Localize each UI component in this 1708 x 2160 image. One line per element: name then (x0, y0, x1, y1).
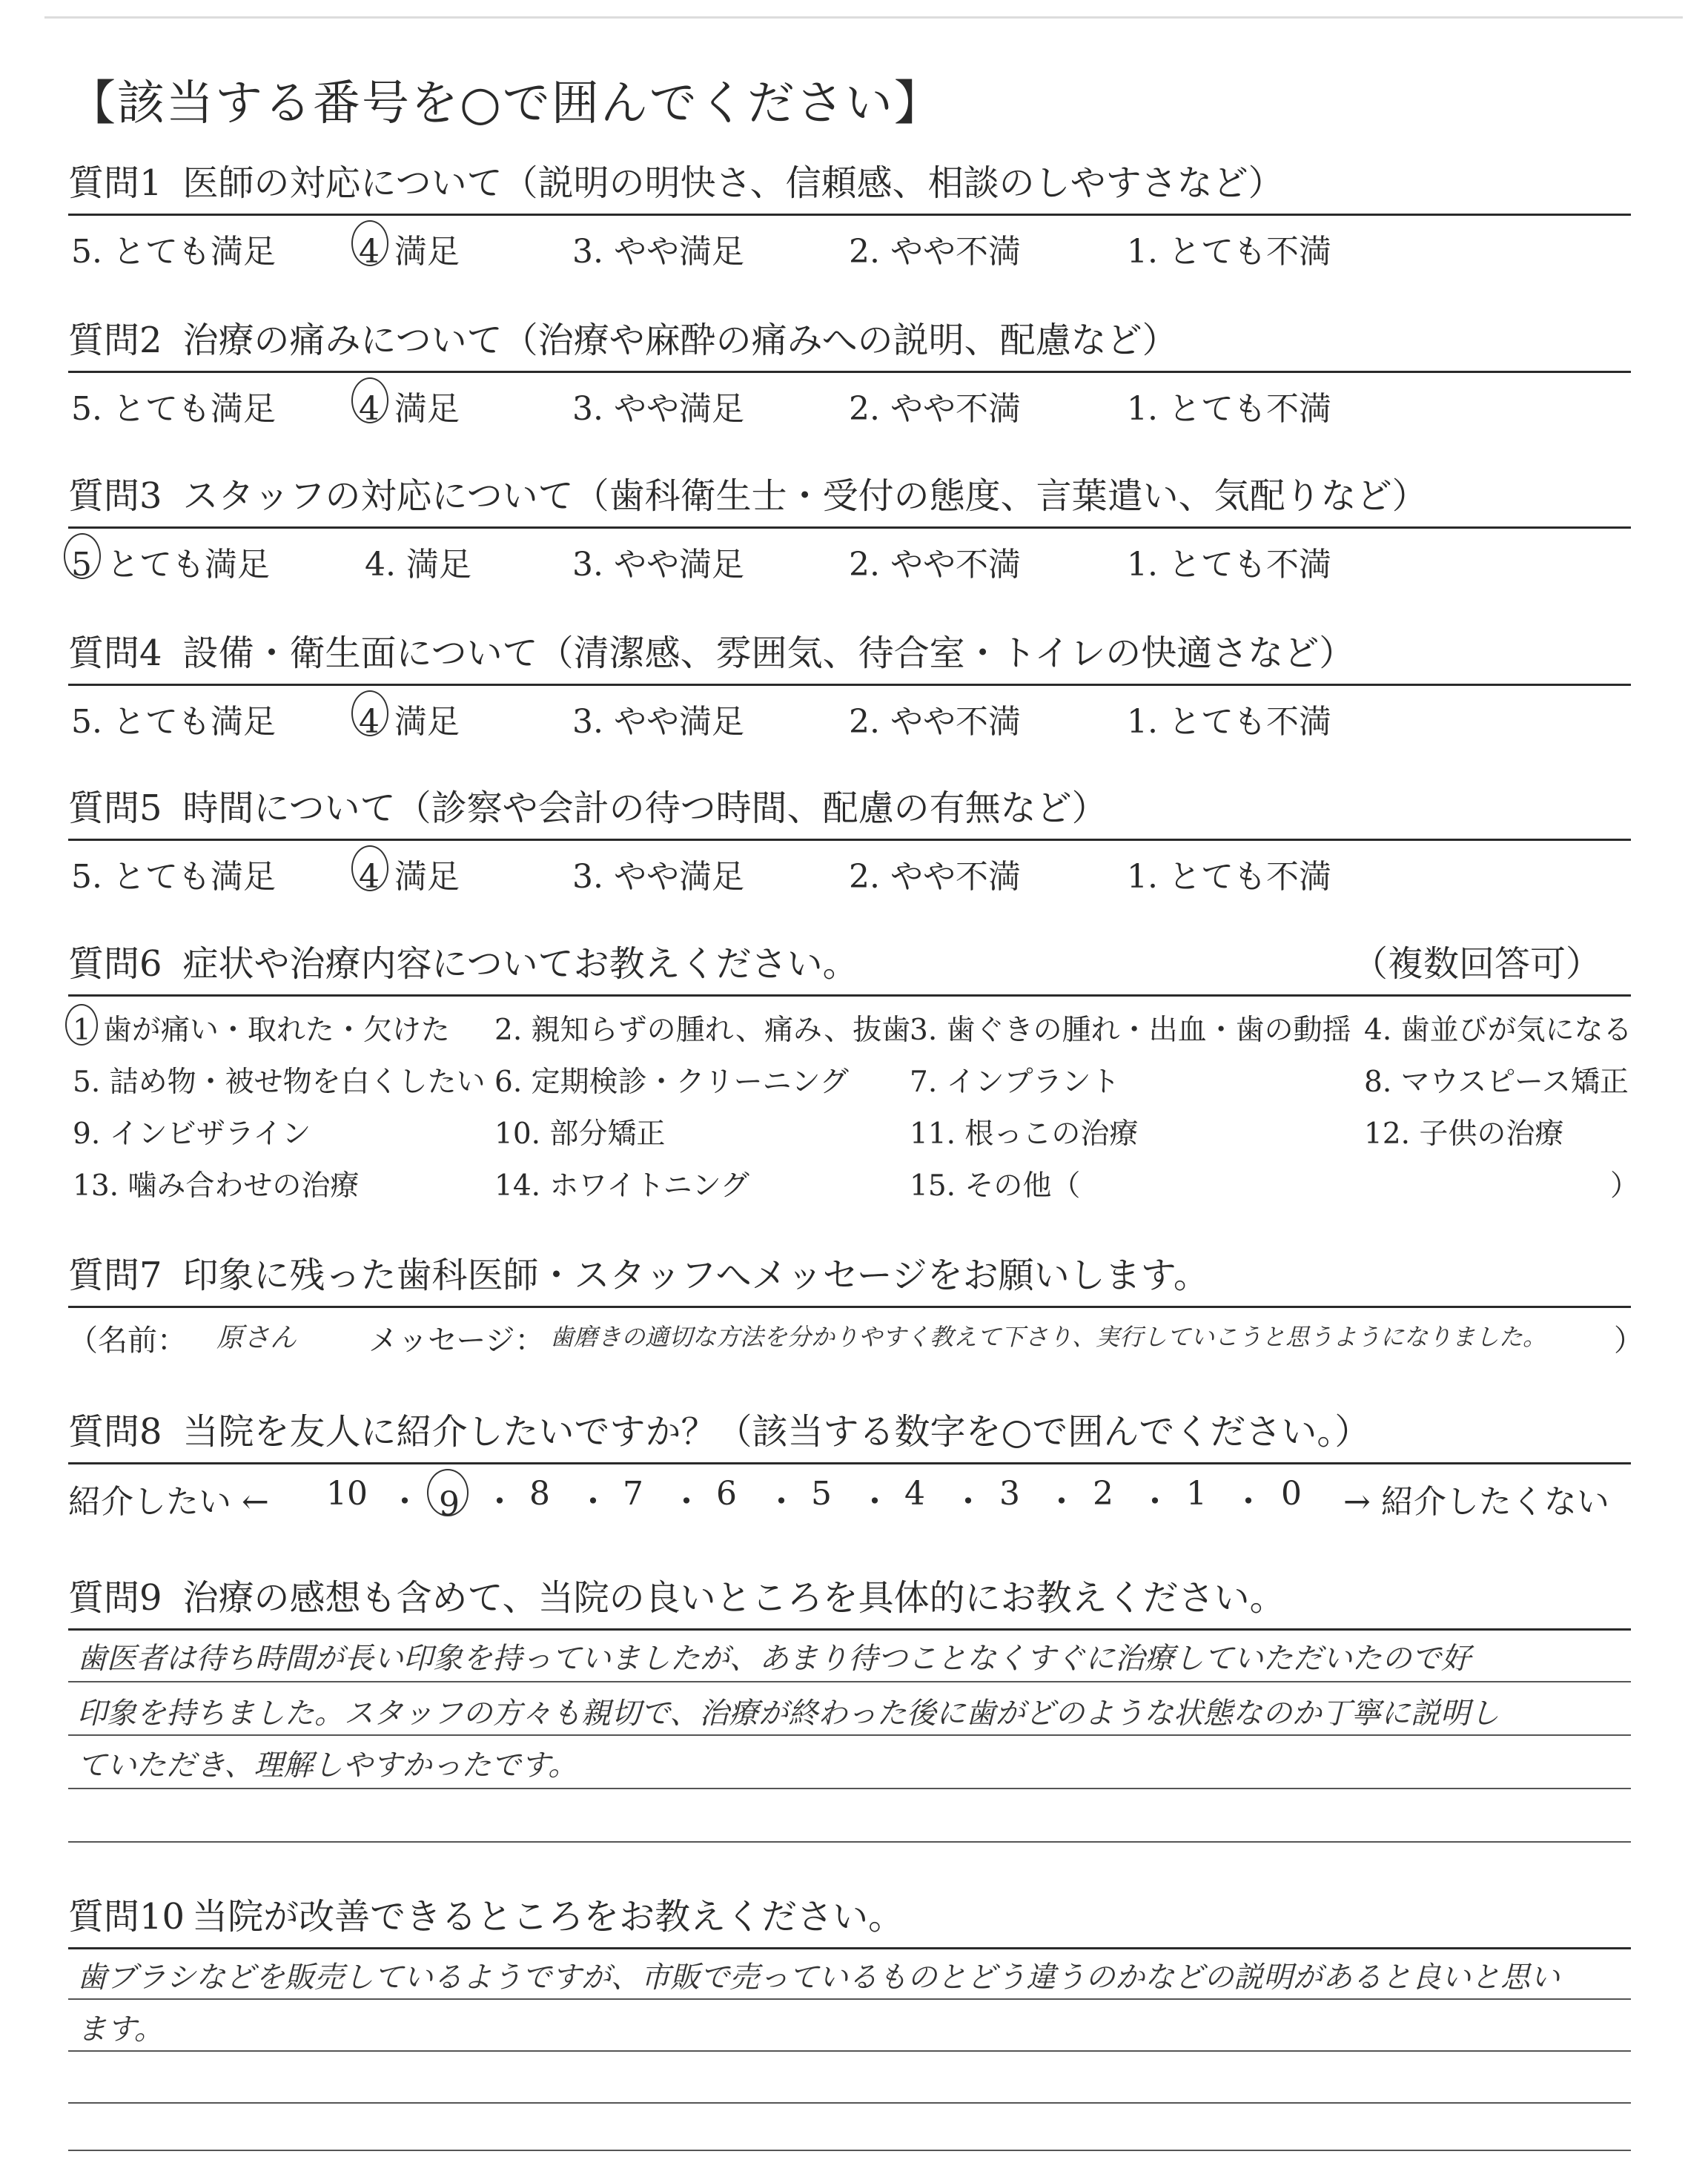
symptom-item-2[interactable]: 2. 親知らずの腫れ、痛み、抜歯 (494, 1014, 911, 1047)
option-3[interactable]: 3. やや満足 (572, 390, 744, 428)
question-text: 治療の感想も含めて、当院の良いところを具体的にお教えください。 (182, 1577, 1285, 1619)
symptom-item-12[interactable]: 12. 子供の治療 (1364, 1117, 1564, 1151)
ruled-line (68, 1841, 1631, 1843)
option-1[interactable]: 1. とても不満 (1127, 233, 1331, 271)
symptom-item-7[interactable]: 7. インプラント (910, 1066, 1120, 1099)
ruled-line (68, 2050, 1631, 2052)
option-2[interactable]: 2. やや不満 (849, 858, 1021, 896)
scale-dot: ・ (952, 1483, 984, 1521)
scale-dot: ・ (1045, 1483, 1078, 1521)
message-label: メッセージ： (368, 1324, 545, 1358)
question-number: 質問1 (68, 162, 162, 204)
question-5 (68, 782, 1631, 896)
scale-dot: ・ (1232, 1483, 1265, 1521)
message-line (68, 1308, 1644, 1358)
scale-number-7[interactable]: 7 (623, 1475, 643, 1513)
scale-number-2[interactable]: 2 (1093, 1475, 1113, 1513)
symptom-item-5[interactable]: 5. 詰め物・被せ物を白くしたい (73, 1066, 486, 1099)
question-number: 質問2 (68, 320, 162, 361)
question-9 (68, 1572, 1631, 1875)
symptom-item-11[interactable]: 11. 根っこの治療 (910, 1117, 1139, 1151)
option-5[interactable]: 5. とても満足 (71, 703, 276, 741)
message-value: 歯磨きの適切な方法を分かりやすく教えて下さり、実行していこうと思うようになりました。 (550, 1323, 1547, 1351)
option-1[interactable]: 1. とても不満 (1127, 703, 1331, 741)
question-text: 症状や治療内容についてお教えください。 (182, 943, 858, 985)
question-number: 質問4 (68, 633, 162, 674)
question-3 (68, 470, 1631, 584)
scale-dot: ・ (483, 1483, 516, 1521)
scale-number-8[interactable]: 8 (529, 1475, 550, 1513)
question-1 (68, 157, 1631, 271)
answer-line-1: 歯ブラシなどを販売しているようですが、市販で売っているものとどう違うのかなどの説明があると良いと思い (77, 1961, 1560, 1995)
scale-dot: ・ (858, 1483, 891, 1521)
question-7 (68, 1249, 1644, 1358)
scale-number-5[interactable]: 5 (811, 1475, 832, 1513)
ruled-line (68, 1788, 1631, 1789)
question-text: 治療の痛みについて（治療や麻酔の痛みへの説明、配慮など） (182, 320, 1178, 361)
question-text: 設備・衛生面について（清潔感、雰囲気、待合室・トイレの快適さなど） (182, 633, 1355, 674)
ruled-line (68, 1734, 1631, 1736)
ruled-line (68, 2150, 1631, 2151)
question-text: 時間について（診察や会計の待つ時間、配慮の有無など） (182, 787, 1108, 829)
question-2 (68, 314, 1631, 428)
question-text: 印象に残った歯科医師・スタッフへメッセージをお願いします。 (182, 1255, 1209, 1296)
symptom-item-9[interactable]: 9. インビザライン (73, 1117, 311, 1151)
top-border (44, 16, 1683, 19)
symptom-item-14[interactable]: 14. ホワイトニング (494, 1169, 749, 1203)
symptom-item-3[interactable]: 3. 歯ぐきの腫れ・出血・歯の動揺 (910, 1014, 1351, 1047)
scale-number-6[interactable]: 6 (716, 1475, 737, 1513)
option-2[interactable]: 2. やや不満 (849, 233, 1021, 271)
scale-dot: ・ (577, 1483, 609, 1521)
selection-circle (64, 533, 101, 579)
question-6 (68, 938, 1640, 1219)
scale-number-1[interactable]: 1 (1186, 1475, 1207, 1513)
ruled-line (68, 1681, 1631, 1682)
scale-dot: ・ (388, 1483, 421, 1521)
symptom-item-4[interactable]: 4. 歯並びが気になる (1364, 1014, 1632, 1047)
ruled-line (68, 2102, 1631, 2104)
option-4-selected[interactable]: 4 満足 (359, 695, 460, 742)
answer-area (68, 1631, 1631, 1875)
question-number: 質問9 (68, 1577, 162, 1619)
option-2[interactable]: 2. やや不満 (849, 390, 1021, 428)
question-number: 質問5 (68, 787, 162, 829)
question-text: スタッフの対応について（歯科衛生士・受付の態度、言葉遣い、気配りなど） (182, 475, 1428, 517)
question-number: 質問7 (68, 1255, 162, 1296)
scale-dot: ・ (765, 1483, 798, 1521)
question-number: 質問6 (68, 943, 162, 985)
symptom-item-10[interactable]: 10. 部分矯正 (494, 1117, 666, 1151)
scale-number-0[interactable]: 0 (1281, 1475, 1302, 1513)
name-label: （名前： (68, 1324, 187, 1358)
option-2[interactable]: 2. やや不満 (849, 546, 1021, 584)
selection-circle (351, 220, 388, 266)
option-3[interactable]: 3. やや満足 (572, 233, 744, 271)
symptom-item-6[interactable]: 6. 定期検診・クリーニング (494, 1066, 849, 1099)
option-4-selected[interactable]: 4 満足 (359, 850, 460, 897)
selection-circle (351, 690, 388, 736)
symptom-item-13[interactable]: 13. 噛み合わせの治療 (73, 1169, 360, 1203)
option-4-selected[interactable]: 4 満足 (359, 382, 460, 429)
answer-line-2: 印象を持ちました。スタッフの方々も親切で、治療が終わった後に歯がどのような状態なのか丁寧に説明し (77, 1697, 1500, 1731)
question-number: 質問10 (68, 1896, 185, 1938)
option-3[interactable]: 3. やや満足 (572, 703, 744, 741)
option-1[interactable]: 1. とても不満 (1127, 546, 1331, 584)
scale-dot: ・ (670, 1483, 703, 1521)
option-4-selected[interactable]: 4 満足 (359, 225, 460, 272)
selection-circle (65, 1004, 98, 1046)
answer-line-2: ます。 (77, 2012, 164, 2047)
question-text: 医師の対応について（説明の明快さ、信頼感、相談のしやすさなど） (182, 162, 1284, 204)
name-value: 原さん (216, 1323, 297, 1353)
recommend-scale: 紹介したい ← 10 ・ 9 ・ 8 ・ 7 ・ 6 ・ 5 ・ 4 ・ 3 ・ 2 ・ 1 ・ 0 → 紹介したくない (68, 1464, 1631, 1516)
question-4 (68, 627, 1631, 741)
scale-number-4[interactable]: 4 (904, 1475, 925, 1513)
question-8 (68, 1406, 1631, 1523)
option-5[interactable]: 5. とても満足 (71, 390, 276, 428)
question-number: 質問8 (68, 1411, 162, 1453)
option-2[interactable]: 2. やや不満 (849, 703, 1021, 741)
other-close-paren: ） (1610, 1169, 1640, 1203)
symptom-item-1-selected[interactable]: 1 歯が痛い・取れた・欠けた (73, 1007, 450, 1048)
answer-area (68, 1949, 1631, 2157)
answer-line-3: ていただき、理解しやすかったです。 (77, 1748, 578, 1783)
multi-answer-note: （複数回答可） (1351, 943, 1601, 985)
form-title: 【該当する番号を○で囲んでください】 (68, 76, 943, 131)
option-3[interactable]: 3. やや満足 (572, 546, 744, 584)
symptom-item-15[interactable]: 15. その他（ (910, 1169, 1081, 1203)
answer-line-1: 歯医者は待ち時間が長い印象を持っていましたが、あまり待つことなくすぐに治療していただいたので好 (77, 1642, 1471, 1676)
question-number: 質問3 (68, 475, 162, 517)
message-close-paren: ） (1614, 1324, 1644, 1358)
scale-left-label: 紹介したい ← (68, 1483, 269, 1521)
option-5[interactable]: 5. とても満足 (71, 858, 276, 896)
question-10 (68, 1891, 1631, 2157)
option-5[interactable]: 5. とても満足 (71, 233, 276, 271)
ruled-line (68, 1998, 1631, 2000)
scale-number-3[interactable]: 3 (999, 1475, 1020, 1513)
scale-right-label: → 紹介したくない (1343, 1483, 1609, 1521)
scale-dot: ・ (1139, 1483, 1171, 1521)
selection-circle (351, 845, 388, 891)
option-5-selected[interactable]: 5 とても満足 (71, 538, 270, 585)
option-3[interactable]: 3. やや満足 (572, 858, 744, 896)
option-4[interactable]: 4. 満足 (365, 546, 471, 584)
selection-circle (351, 377, 388, 423)
question-text: 当院が改善できるところをお教えください。 (192, 1896, 904, 1938)
question-text: 当院を友人に紹介したいですか？（該当する数字を○で囲んでください。） (182, 1411, 1371, 1453)
option-1[interactable]: 1. とても不満 (1127, 858, 1331, 896)
option-1[interactable]: 1. とても不満 (1127, 390, 1331, 428)
scale-number-10[interactable]: 10 (326, 1475, 368, 1513)
symptom-item-8[interactable]: 8. マウスピース矯正 (1364, 1066, 1629, 1099)
